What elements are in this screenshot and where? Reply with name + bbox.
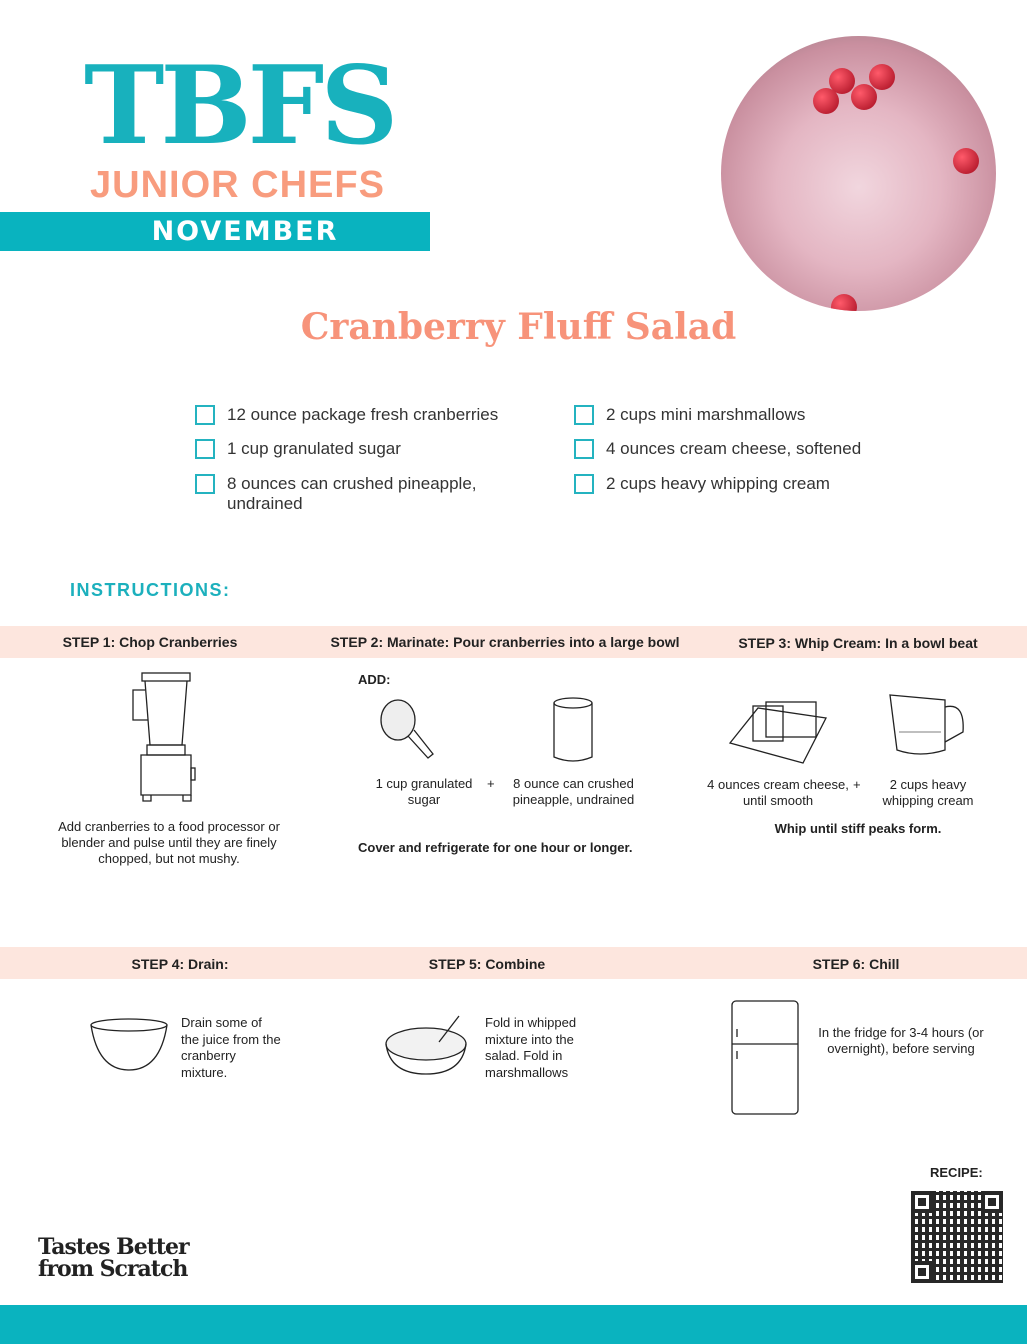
plus-sign: + — [487, 776, 495, 791]
blender-icon — [125, 670, 200, 805]
measuring-cup-icon — [378, 698, 438, 762]
instructions-heading: INSTRUCTIONS: — [70, 580, 231, 600]
checkbox[interactable] — [574, 439, 594, 459]
month-banner: NOVEMBER — [0, 212, 430, 251]
step4-title: STEP 4: Drain: — [131, 956, 229, 972]
plus-sign: + — [853, 777, 861, 792]
footer-bar — [0, 1305, 1027, 1344]
mixing-bowl-icon — [384, 1012, 470, 1078]
step1-title: STEP 1: Chop Cranberries — [62, 634, 238, 650]
junior-chefs-subtitle: JUNIOR CHEFS — [90, 164, 385, 206]
ingredient-item[interactable] — [574, 474, 974, 494]
step6-title: STEP 6: Chill — [812, 956, 900, 972]
step5-text: Fold in whipped mixture into the salad. Fold in marshmallows — [485, 1015, 577, 1080]
cream-cheese-icon — [728, 698, 828, 766]
step1-text: Add cranberries to a food processor or blender and pulse until they are finely chopped, but not mushy. — [58, 819, 280, 866]
ingredient-item[interactable] — [574, 405, 974, 425]
step2-item1: 1 cup granulated sugar — [375, 776, 473, 807]
step2-item2: 8 ounce can crushed pineapple, undrained — [512, 776, 635, 807]
step3-text: Whip until stiff peaks form. — [774, 821, 942, 836]
ingredient-item[interactable] — [195, 405, 565, 425]
checkbox[interactable] — [195, 439, 215, 459]
cranberry-fluff-photo — [721, 36, 996, 311]
recipe-qr-label: RECIPE: — [930, 1165, 983, 1180]
step6-text: In the fridge for 3-4 hours (or overnight), before serving — [818, 1025, 984, 1056]
step2-text: Cover and refrigerate for one hour or longer. — [358, 840, 633, 855]
step3-item2: 2 cups heavy whipping cream — [882, 777, 974, 808]
recipe-qr-code[interactable] — [911, 1191, 1003, 1283]
ingredient-item[interactable] — [574, 439, 974, 459]
checkbox[interactable] — [574, 474, 594, 494]
checkbox[interactable] — [195, 474, 215, 494]
ingredient-label: 2 cups heavy whipping cream — [606, 474, 830, 493]
brand-line-2: from Scratch — [38, 1256, 188, 1282]
ingredient-item[interactable] — [195, 474, 505, 514]
checkbox[interactable] — [195, 405, 215, 425]
brand-logo — [38, 1236, 189, 1280]
ingredient-label: 8 ounces can crushed pineapple, undrained — [227, 474, 477, 513]
pineapple-can-icon — [550, 695, 600, 767]
step2-title: STEP 2: Marinate: Pour cranberries into a large bowl — [330, 634, 680, 650]
step2-add-label: ADD: — [358, 672, 391, 687]
ingredient-label: 1 cup granulated sugar — [227, 439, 401, 458]
recipe-title: Cranberry Fluff Salad — [300, 306, 737, 348]
checkbox[interactable] — [574, 405, 594, 425]
bowl-icon — [88, 1015, 170, 1073]
ingredient-item[interactable] — [195, 439, 565, 459]
ingredient-label: 2 cups mini marshmallows — [606, 405, 806, 424]
measuring-jug-icon — [885, 692, 970, 760]
step3-title: STEP 3: Whip Cream: In a bowl beat — [738, 635, 978, 651]
ingredient-label: 4 ounces cream cheese, softened — [606, 439, 862, 458]
step5-title: STEP 5: Combine — [428, 956, 546, 972]
ingredient-label: 12 ounce package fresh cranberries — [227, 405, 499, 424]
tbfs-logo: TBFS — [84, 43, 395, 169]
step3-item1: 4 ounces cream cheese, until smooth — [707, 777, 849, 808]
fridge-icon — [729, 999, 801, 1119]
brand-line-1: Tastes Better — [38, 1234, 189, 1260]
step4-text: Drain some of the juice from the cranberry mixture. — [181, 1015, 281, 1080]
